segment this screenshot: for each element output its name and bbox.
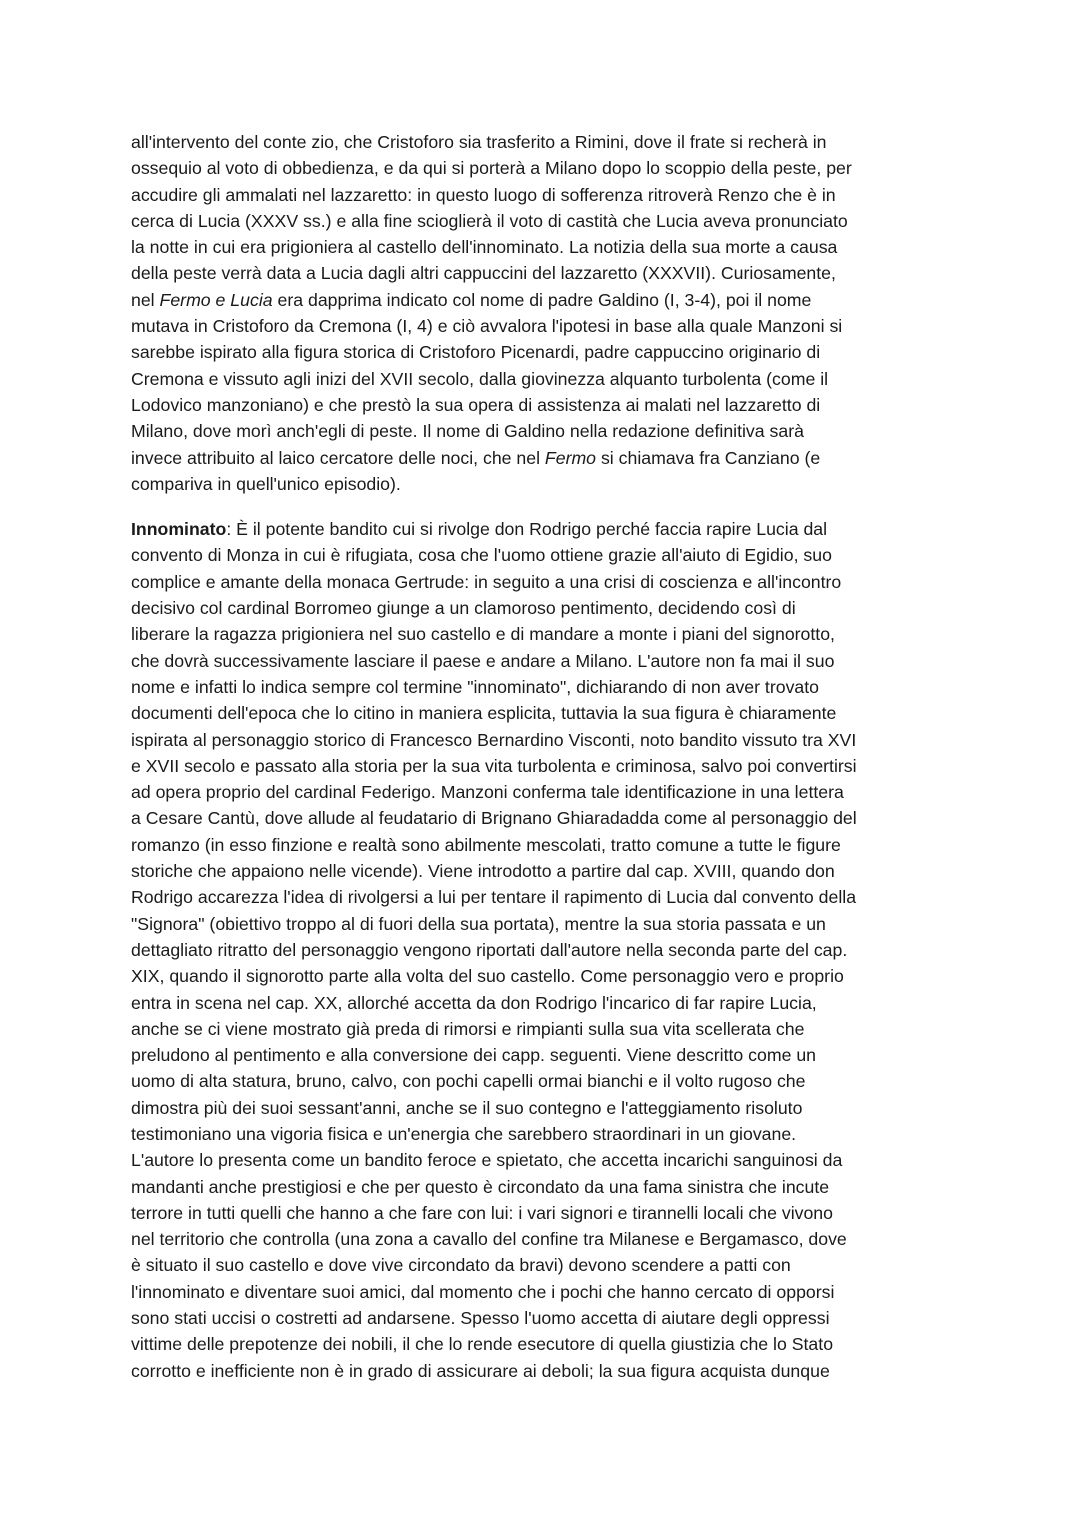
text-line: testimoniano una vigoria fisica e un'energia che sarebbero straordinari in un giovane. (131, 1123, 797, 1144)
text-line: della peste verrà data a Lucia dagli altri cappuccini del lazzaretto (XXXVII). Curiosamente, (131, 263, 836, 284)
text-run: nel (131, 289, 160, 310)
text-line: a Cesare Cantù, dove allude al feudatario di Brignano Ghiaradadda come al personaggio del (131, 808, 857, 829)
work-title-fermo-e-lucia: Fermo e Lucia (159, 289, 273, 310)
text-line: dettagliato ritratto del personaggio vengono riportati dall'autore nella seconda parte del cap. (131, 939, 848, 960)
text-line: all'intervento del conte zio, che Cristoforo sia trasferito a Rimini, dove il frate si recherà in (131, 132, 827, 152)
text-line: sono stati uccisi o costretti ad andarsene. Spesso l'uomo accetta di aiutare degli oppressi (131, 1308, 830, 1329)
text-line: ossequio al voto di obbedienza, e da qui si porterà a Milano dopo lo scoppio della peste, per (131, 158, 852, 179)
text-line: corrotto e inefficiente non è in grado di assicurare ai deboli; la sua figura acquista dunque (131, 1360, 830, 1381)
text-line: la notte in cui era prigioniera al castello dell'innominato. La notizia della sua morte a causa (131, 237, 838, 258)
paragraph-innominato (131, 516, 953, 1384)
text-run: : È il potente bandito cui si rivolge don Rodrigo perché faccia rapire Lucia dal (226, 519, 828, 540)
text-line: "Signora" (obiettivo troppo al di fuori della sua portata), mentre la sua storia passata e un (131, 913, 826, 934)
text-line: e XVII secolo e passato alla storia per la sua vita turbolenta e criminosa, salvo poi convertirsi (131, 755, 857, 776)
text-line: cerca di Lucia (XXXV ss.) e alla fine scioglierà il voto di castità che Lucia aveva pronunciato (131, 210, 848, 231)
text-line: è situato il suo castello e dove vive circondato da bravi) devono scendere a patti con (131, 1255, 791, 1276)
text-line: complice e amante della monaca Gertrude: in seguito a una crisi di coscienza e all'incontro (131, 571, 842, 592)
text-line: Lodovico manzoniano) e che prestò la sua opera di assistenza ai malati nel lazzaretto di (131, 394, 821, 415)
text-line: ad opera proprio del cardinal Federigo. Manzoni conferma tale identificazione in una lettera (131, 782, 844, 803)
text-run: invece attribuito al laico cercatore delle noci, che nel (131, 447, 545, 468)
text-line: che dovrà successivamente lasciare il paese e andare a Milano. L'autore non fa mai il suo (131, 650, 835, 671)
text-line: XIX, quando il signorotto parte alla volta del suo castello. Come personaggio vero e proprio (131, 966, 844, 987)
paragraph-cristoforo (131, 129, 953, 497)
text-line (131, 287, 953, 313)
text-line: dimostra più dei suoi sessant'anni, anche se il suo contegno e l'atteggiamento risoluto (131, 1097, 803, 1118)
text-line: sarebbe ispirato alla figura storica di Cristoforo Picenardi, padre cappuccino originario di (131, 342, 821, 363)
text-line: vittime delle prepotenze dei nobili, il che lo rende esecutore di quella giustizia che lo Stato (131, 1334, 834, 1355)
text-line: uomo di alta statura, bruno, calvo, con pochi capelli ormai bianchi e il volto rugoso che (131, 1071, 806, 1092)
text-line: l'innominato e diventare suoi amici, dal momento che i pochi che hanno cercato di opporsi (131, 1281, 835, 1302)
document-page (131, 129, 953, 1384)
text-line: mandanti anche prestigiosi e che per questo è circondato da una fama sinistra che incute (131, 1176, 830, 1197)
text-line: storiche che appaiono nelle vicende). Viene introdotto a partire dal cap. XVIII, quando don (131, 861, 835, 882)
text-line: liberare la ragazza prigioniera nel suo castello e di mandare a monte i piani del signorotto, (131, 624, 835, 645)
character-term: Innominato (131, 519, 227, 540)
text-line: terrore in tutti quelli che hanno a che fare con lui: i vari signori e tirannelli locali che vivono (131, 1202, 833, 1223)
text-line: nel territorio che controlla (una zona a cavallo del confine tra Milanese e Bergamasco, dove (131, 1229, 847, 1250)
text-line: accudire gli ammalati nel lazzaretto: in questo luogo di sofferenza ritroverà Renzo che è in (131, 184, 836, 205)
text-line: nome e infatti lo indica sempre col termine "innominato", dichiarando di non aver trovato (131, 676, 819, 697)
text-line: Rodrigo accarezza l'idea di rivolgersi a lui per tentare il rapimento di Lucia dal convento della (131, 887, 857, 908)
text-line: documenti dell'epoca che lo citino in maniera esplicita, tuttavia la sua figura è chiaramente (131, 703, 837, 724)
text-line: anche se ci viene mostrato già preda di rimorsi e rimpianti sulla sua vita scellerata che (131, 1018, 805, 1039)
text-line: compariva in quell'unico episodio). (131, 473, 401, 494)
work-title-fermo: Fermo (544, 447, 597, 468)
text-run: era dapprima indicato col nome di padre Galdino (I, 3-4), poi il nome (272, 289, 812, 310)
text-line (131, 516, 953, 542)
text-line: mutava in Cristoforo da Cremona (I, 4) e ciò avvalora l'ipotesi in base alla quale Manzoni si (131, 316, 843, 337)
text-line: ispirata al personaggio storico di Francesco Bernardino Visconti, noto bandito vissuto tra XVI (131, 729, 857, 750)
text-line: preludono al pentimento e alla conversione dei capp. seguenti. Viene descritto come un (131, 1045, 817, 1066)
text-line: romanzo (in esso finzione e realtà sono abilmente mescolati, tratto comune a tutte le figure (131, 834, 841, 855)
text-line (131, 445, 953, 471)
text-run: si chiamava fra Canziano (e (596, 447, 821, 468)
text-line: L'autore lo presenta come un bandito feroce e spietato, che accetta incarichi sanguinosi da (131, 1150, 843, 1171)
text-line: entra in scena nel cap. XX, allorché accetta da don Rodrigo l'incarico di far rapire Lucia, (131, 992, 817, 1013)
text-line: convento di Monza in cui è rifugiata, cosa che l'uomo ottiene grazie all'aiuto di Egidio, suo (131, 545, 832, 566)
text-line: Cremona e vissuto agli inizi del XVII secolo, dalla giovinezza alquanto turbolenta (come il (131, 368, 829, 389)
text-line: decisivo col cardinal Borromeo giunge a un clamoroso pentimento, decidendo così di (131, 598, 796, 619)
text-line: Milano, dove morì anch'egli di peste. Il nome di Galdino nella redazione definitiva sarà (131, 421, 804, 442)
